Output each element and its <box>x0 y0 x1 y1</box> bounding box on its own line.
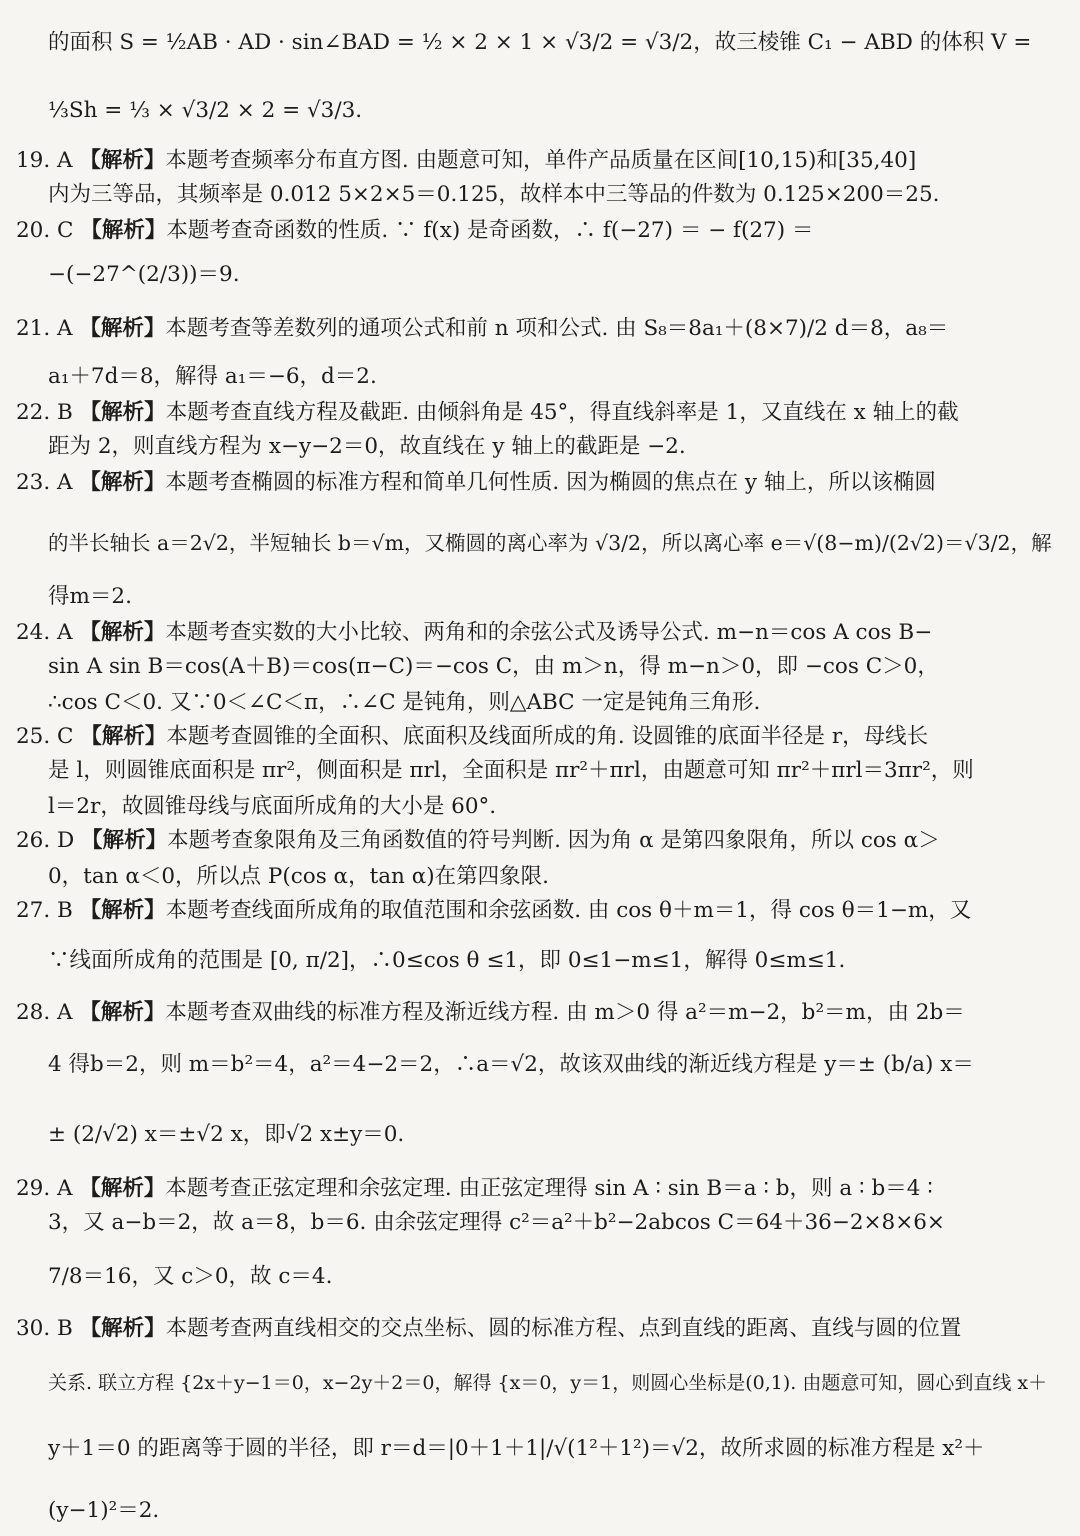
analysis-tag: 【解析】 <box>79 1176 166 1201</box>
answer-21: 21. A 【解析】本题考查等差数列的通项公式和前 n 项和公式. 由 S₈＝8a₁＋(8×7)/2 d＝8，a₈＝ <box>16 316 949 341</box>
text-line: ± (2/√2) x＝±√2 x，即√2 x±y＝0. <box>48 1122 405 1147</box>
answer-number: 30. B <box>16 1316 73 1341</box>
answer-number: 27. B <box>16 898 73 923</box>
text-line: ∴cos C＜0. 又∵0＜∠C＜π，∴∠C 是钝角，则△ABC 一定是钝角三角形. <box>48 690 761 715</box>
text-line: 距为 2，则直线方程为 x−y−2＝0，故直线在 y 轴上的截距是 −2. <box>48 434 686 459</box>
text-line: ⅓Sh = ⅓ × √3/2 × 2 = √3/3. <box>48 98 363 123</box>
answer-number: 21. A <box>16 316 73 341</box>
analysis-tag: 【解析】 <box>79 898 166 923</box>
answer-24: 24. A 【解析】本题考查实数的大小比较、两角和的余弦公式及诱导公式. m−n＝cos A cos B− <box>16 620 933 645</box>
answer-number: 28. A <box>16 1000 73 1025</box>
text-line: 7/8＝16，又 c＞0，故 c＝4. <box>48 1264 333 1289</box>
text-line: 内为三等品，其频率是 0.012 5×2×5＝0.125，故样本中三等品的件数为 0.125×200＝25. <box>48 182 940 207</box>
answer-number: 23. A <box>16 470 73 495</box>
text-line: −(−27^(2/3))＝9. <box>48 262 240 287</box>
answer-30: 30. B 【解析】本题考查两直线相交的交点坐标、圆的标准方程、点到直线的距离、直线与圆的位置 <box>16 1316 962 1341</box>
text-line: 关系. 联立方程 {2x＋y−1＝0，x−2y＋2＝0，解得 {x＝0，y＝1，则圆心坐标是(0,1). 由题意可知，圆心到直线 x＋ <box>48 1372 1048 1394</box>
analysis-tag: 【解析】 <box>79 316 166 341</box>
answer-number: 29. A <box>16 1176 73 1201</box>
answer-28: 28. A 【解析】本题考查双曲线的标准方程及渐近线方程. 由 m＞0 得 a²＝m−2，b²＝m，由 2b＝ <box>16 1000 965 1025</box>
text-line: l＝2r，故圆锥母线与底面所成角的大小是 60°. <box>48 794 497 819</box>
text-line: ∵线面所成角的范围是 [0, π/2]，∴0≤cos θ ≤1，即 0≤1−m≤1，解得 0≤m≤1. <box>48 948 846 973</box>
answer-20: 20. C 【解析】本题考查奇函数的性质. ∵ f(x) 是奇函数，∴ f(−27) ＝ − f(27) ＝ <box>16 218 814 243</box>
answer-23: 23. A 【解析】本题考查椭圆的标准方程和简单几何性质. 因为椭圆的焦点在 y 轴上，所以该椭圆 <box>16 470 936 495</box>
analysis-tag: 【解析】 <box>79 620 166 645</box>
answer-number: 20. C <box>16 218 74 243</box>
answer-number: 22. B <box>16 400 73 425</box>
analysis-tag: 【解析】 <box>80 724 167 749</box>
text-line: sin A sin B＝cos(A＋B)＝cos(π−C)＝−cos C，由 m＞n，得 m−n＞0，即 −cos C＞0， <box>48 654 939 679</box>
text-line: 的面积 S = ½AB · AD · sin∠BAD = ½ × 2 × 1 × √3/2 = √3/2，故三棱锥 C₁ − ABD 的体积 V = <box>48 30 1032 55</box>
answer-number: 19. A <box>16 148 73 173</box>
answer-number: 26. D <box>16 828 75 853</box>
text-line: a₁＋7d＝8，解得 a₁＝−6，d＝2. <box>48 364 377 389</box>
analysis-tag: 【解析】 <box>79 148 166 173</box>
answer-number: 24. A <box>16 620 73 645</box>
text-line: 4 得b＝2，则 m＝b²＝4，a²＝4−2＝2，∴a＝√2，故该双曲线的渐近线方程是 y＝± (b/a) x＝ <box>48 1052 974 1077</box>
text-line: y＋1＝0 的距离等于圆的半径，即 r＝d＝|0＋1＋1|/√(1²＋1²)＝√2，故所求圆的标准方程是 x²＋ <box>48 1436 985 1461</box>
text-line: 0，tan α＜0，所以点 P(cos α，tan α)在第四象限. <box>48 864 549 889</box>
analysis-tag: 【解析】 <box>79 1316 166 1341</box>
text-line: 得m＝2. <box>48 584 132 609</box>
text-line: 3，又 a−b＝2，故 a＝8，b＝6. 由余弦定理得 c²＝a²＋b²−2abcos C＝64＋36−2×8×6× <box>48 1210 945 1235</box>
answer-27: 27. B 【解析】本题考查线面所成角的取值范围和余弦函数. 由 cos θ＋m＝1，得 cos θ＝1−m，又 <box>16 898 972 923</box>
answer-number: 25. C <box>16 724 74 749</box>
text-line: (y−1)²＝2. <box>48 1498 160 1523</box>
answer-29: 29. A 【解析】本题考查正弦定理和余弦定理. 由正弦定理得 sin A ∶ sin B＝a ∶ b，则 a ∶ b＝4 ∶ <box>16 1176 933 1201</box>
answer-22: 22. B 【解析】本题考查直线方程及截距. 由倾斜角是 45°，得直线斜率是 1，又直线在 x 轴上的截 <box>16 400 959 425</box>
answer-26: 26. D 【解析】本题考查象限角及三角函数值的符号判断. 因为角 α 是第四象限角，所以 cos α＞ <box>16 828 940 853</box>
analysis-tag: 【解析】 <box>81 828 168 853</box>
analysis-tag: 【解析】 <box>79 1000 166 1025</box>
analysis-tag: 【解析】 <box>80 218 167 243</box>
text-line: 是 l，则圆锥底面积是 πr²，侧面积是 πrl，全面积是 πr²＋πrl，由题意可知 πr²＋πrl＝3πr²，则 <box>48 758 974 783</box>
text-line: 的半长轴长 a＝2√2，半短轴长 b＝√m，又椭圆的离心率为 √3/2，所以离心率 e＝√(8−m)/(2√2)＝√3/2，解 <box>48 531 1052 555</box>
answer-25: 25. C 【解析】本题考查圆锥的全面积、底面积及线面所成的角. 设圆锥的底面半径是 r，母线长 <box>16 724 929 749</box>
analysis-tag: 【解析】 <box>79 400 166 425</box>
answer-19: 19. A 【解析】本题考查频率分布直方图. 由题意可知，单件产品质量在区间[10,15)和[35,40] <box>16 148 917 173</box>
analysis-tag: 【解析】 <box>79 470 166 495</box>
